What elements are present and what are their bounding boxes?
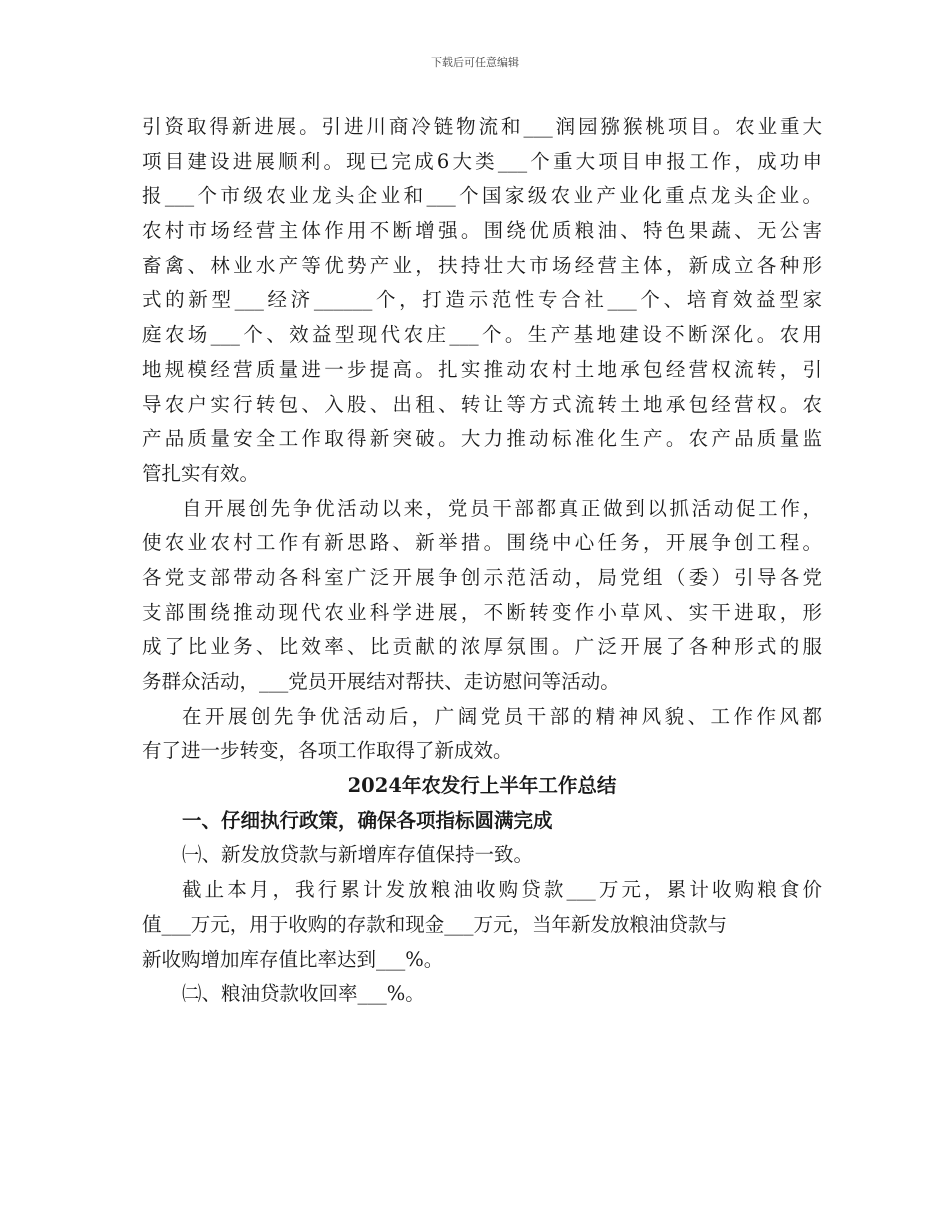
- text-line: 产品质量安全工作取得新突破。大力推动标准化生产。农产品质量监: [142, 427, 822, 451]
- text-line: 在开展创先争优活动后，广阔党员干部的精神风貌、工作作风都: [182, 704, 822, 728]
- text-line: 使农业农村工作有新思路、新举措。围绕中心任务，开展争创工程。: [142, 531, 822, 555]
- document-body: [142, 110, 822, 1012]
- text-line: 畜禽、林业水产等优势产业，扶持壮大市场经营主体，新成立各种形: [142, 253, 822, 277]
- paragraph-3: [142, 700, 822, 769]
- text-line: 支部围绕推动现代农业科学进展，不断转变作小草风、实干进取，形: [142, 600, 822, 624]
- paragraph-1: [142, 110, 822, 492]
- text-line: 报___个市级农业龙头企业和___个国家级农业产业化重点龙头企业。: [142, 184, 822, 208]
- text-line: 农村市场经营主体作用不断增强。围绕优质粮油、特色果蔬、无公害: [142, 219, 822, 243]
- section-heading: 一、仔细执行政策，确保各项指标圆满完成: [182, 808, 553, 832]
- document-title: 2024年农发行上半年工作总结: [347, 774, 617, 798]
- text-line: 导农户实行转包、入股、出租、转让等方式流转土地承包经营权。农: [142, 392, 822, 416]
- paragraph-4: [142, 873, 822, 977]
- list-item: ㈡、粮油贷款收回率___%。: [182, 982, 425, 1006]
- text-line: 成了比业务、比效率、比贡献的浓厚氛围。广泛开展了各种形式的服: [142, 635, 822, 659]
- page-header: 下载后可任意编辑: [431, 56, 519, 69]
- text-line: 值___万元，用于收购的存款和现金___万元，当年新发放粮油贷款与: [142, 912, 728, 936]
- text-line: 有了进一步转变，各项工作取得了新成效。: [142, 739, 513, 763]
- list-item: ㈠、新发放贷款与新增库存值保持一致。: [182, 843, 534, 867]
- text-line: 务群众活动，___党员开展结对帮扶、走访慰问等活动。: [142, 670, 620, 693]
- text-line: 引资取得新进展。引进川商冷链物流和___润园猕猴桃项目。农业重大: [142, 115, 822, 138]
- text-line: 地规模经营质量进一步提高。扎实推动农村土地承包经营权流转，引: [142, 357, 822, 381]
- text-line: 各党支部带动各科室广泛开展争创示范活动，局党组（委）引导各党: [142, 565, 822, 589]
- text-line: 截止本月，我行累计发放粮油收购贷款___万元，累计收购粮食价: [182, 878, 822, 902]
- paragraph-2: [142, 492, 822, 700]
- text-line: 项目建设进展顺利。现已完成6大类___个重大项目申报工作，成功申: [142, 149, 822, 173]
- text-line: 自开展创先争优活动以来，党员干部都真正做到以抓活动促工作，: [182, 496, 822, 520]
- text-line: 新收购增加库存值比率达到___%。: [142, 947, 444, 971]
- text-line: 式的新型___经济______个，打造示范性专合社___个、培育效益型家: [142, 288, 822, 312]
- text-line: 庭农场___个、效益型现代农庄___个。生产基地建设不断深化。农用: [142, 323, 822, 347]
- text-line: 管扎实有效。: [142, 461, 260, 485]
